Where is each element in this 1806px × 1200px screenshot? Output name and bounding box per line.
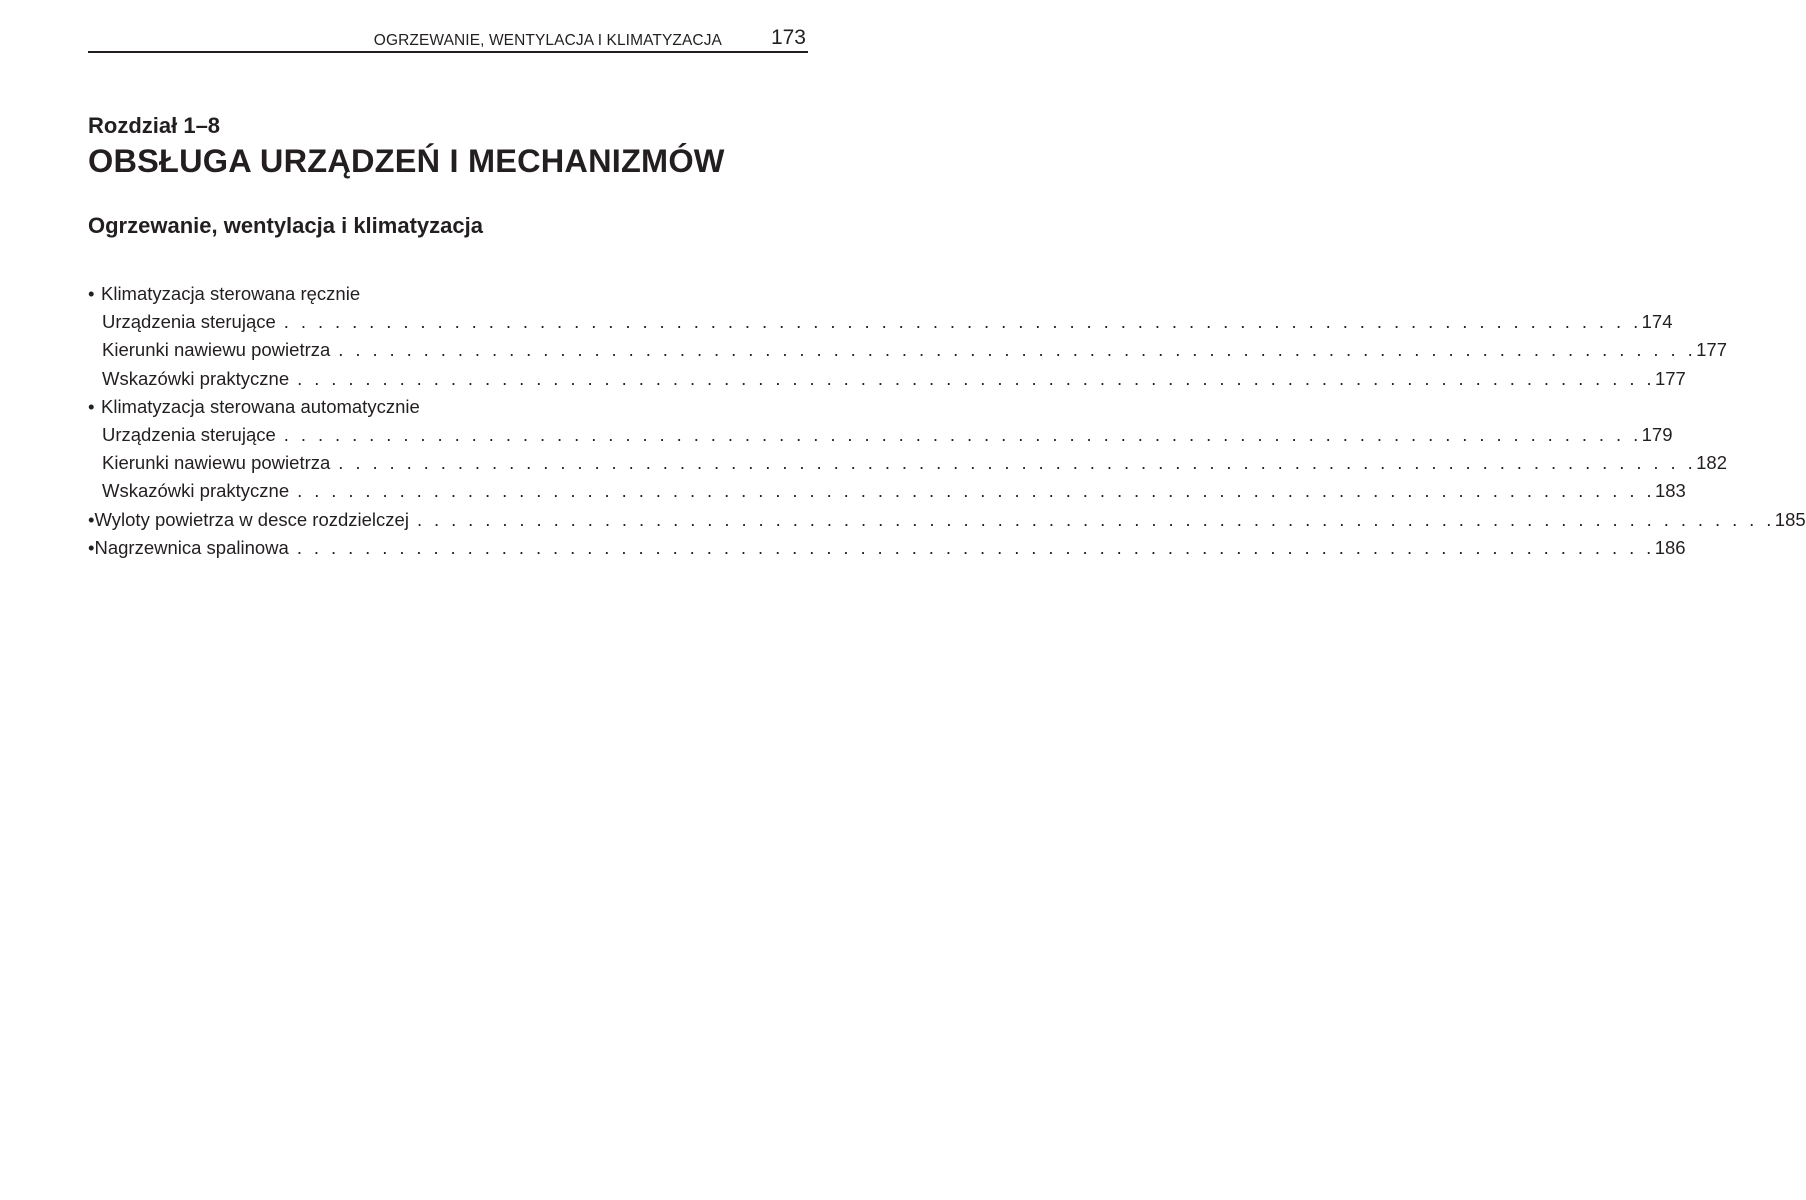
toc-entry-label: Wyloty powietrza w desce rozdzielczej <box>94 508 409 530</box>
toc-subentry-page: 177 <box>1654 367 1686 389</box>
section-title: Ogrzewanie, wentylacja i klimatyzacja <box>88 213 483 238</box>
bullet-icon: • <box>88 395 95 417</box>
toc-subentry-label: Wskazówki praktyczne <box>102 367 290 389</box>
toc-subentry <box>88 308 1673 336</box>
bullet-icon: • <box>88 508 95 530</box>
toc-subentry <box>88 477 1686 505</box>
toc-subentry-page: 174 <box>1641 311 1673 333</box>
toc-subentry-page: 182 <box>1696 452 1727 474</box>
chapter-label: Rozdział 1–8 <box>88 113 221 138</box>
dot-leader: . . . . . . . . . . . . . . . . . . . . . . . . . . . . . . . . . . . . . . . . . . . . . . . . . . . . . . . . . . . . . . . . . . . . . . . . . . . . . . . . <box>416 508 1775 530</box>
toc-entry-label: Nagrzewnica spalinowa <box>94 536 289 558</box>
toc-entry <box>88 534 1686 562</box>
dot-leader: . . . . . . . . . . . . . . . . . . . . . . . . . . . . . . . . . . . . . . . . . . . . . . . . . . . . . . . . . . . . . . . . . . . . . . . . . . . . . . . . <box>283 311 1642 333</box>
toc-entry <box>88 393 763 421</box>
running-title: OGRZEWANIE, WENTYLACJA I KLIMATYZACJA <box>373 32 722 49</box>
toc-subentry-page: 177 <box>1696 339 1727 361</box>
toc-subentry <box>88 421 1673 449</box>
toc-entry-page: 186 <box>1654 536 1686 558</box>
toc-subentry <box>88 449 1727 477</box>
bullet-icon: • <box>88 536 95 558</box>
toc-subentry <box>88 336 1727 364</box>
toc-subentry-label: Kierunki nawiewu powietrza <box>102 452 331 474</box>
dot-leader: . . . . . . . . . . . . . . . . . . . . . . . . . . . . . . . . . . . . . . . . . . . . . . . . . . . . . . . . . . . . . . . . . . . . . . . . . . . . . . . . <box>296 536 1655 558</box>
dot-leader: . . . . . . . . . . . . . . . . . . . . . . . . . . . . . . . . . . . . . . . . . . . . . . . . . . . . . . . . . . . . . . . . . . . . . . . . . . . . . . . . <box>338 452 1697 474</box>
toc-subentry <box>88 365 1686 393</box>
running-header <box>88 24 808 53</box>
toc-subentry-label: Urządzenia sterujące <box>102 423 276 445</box>
toc-subentry-page: 183 <box>1654 480 1686 502</box>
toc-entry <box>88 506 1806 534</box>
bullet-icon: • <box>88 283 95 304</box>
toc-subentry-label: Kierunki nawiewu powietrza <box>102 339 331 361</box>
toc-entry-label: Klimatyzacja sterowana automatycznie <box>101 395 420 417</box>
chapter-title: OBSŁUGA URZĄDZEŃ I MECHANIZMÓW <box>88 143 725 179</box>
toc-entry-page: 185 <box>1774 508 1806 530</box>
dot-leader: . . . . . . . . . . . . . . . . . . . . . . . . . . . . . . . . . . . . . . . . . . . . . . . . . . . . . . . . . . . . . . . . . . . . . . . . . . . . . . . . <box>283 423 1642 445</box>
toc-entry-label: Klimatyzacja sterowana ręcznie <box>101 283 361 304</box>
table-of-contents <box>88 280 1806 562</box>
toc-subentry-label: Wskazówki praktyczne <box>102 480 290 502</box>
dot-leader: . . . . . . . . . . . . . . . . . . . . . . . . . . . . . . . . . . . . . . . . . . . . . . . . . . . . . . . . . . . . . . . . . . . . . . . . . . . . . . . . <box>297 367 1655 389</box>
toc-subentry-label: Urządzenia sterujące <box>102 311 276 333</box>
toc-entry <box>88 280 763 308</box>
dot-leader: . . . . . . . . . . . . . . . . . . . . . . . . . . . . . . . . . . . . . . . . . . . . . . . . . . . . . . . . . . . . . . . . . . . . . . . . . . . . . . . . <box>338 339 1697 361</box>
dot-leader: . . . . . . . . . . . . . . . . . . . . . . . . . . . . . . . . . . . . . . . . . . . . . . . . . . . . . . . . . . . . . . . . . . . . . . . . . . . . . . . . <box>297 480 1655 502</box>
toc-subentry-page: 179 <box>1641 423 1673 445</box>
page-number: 173 <box>770 26 806 49</box>
